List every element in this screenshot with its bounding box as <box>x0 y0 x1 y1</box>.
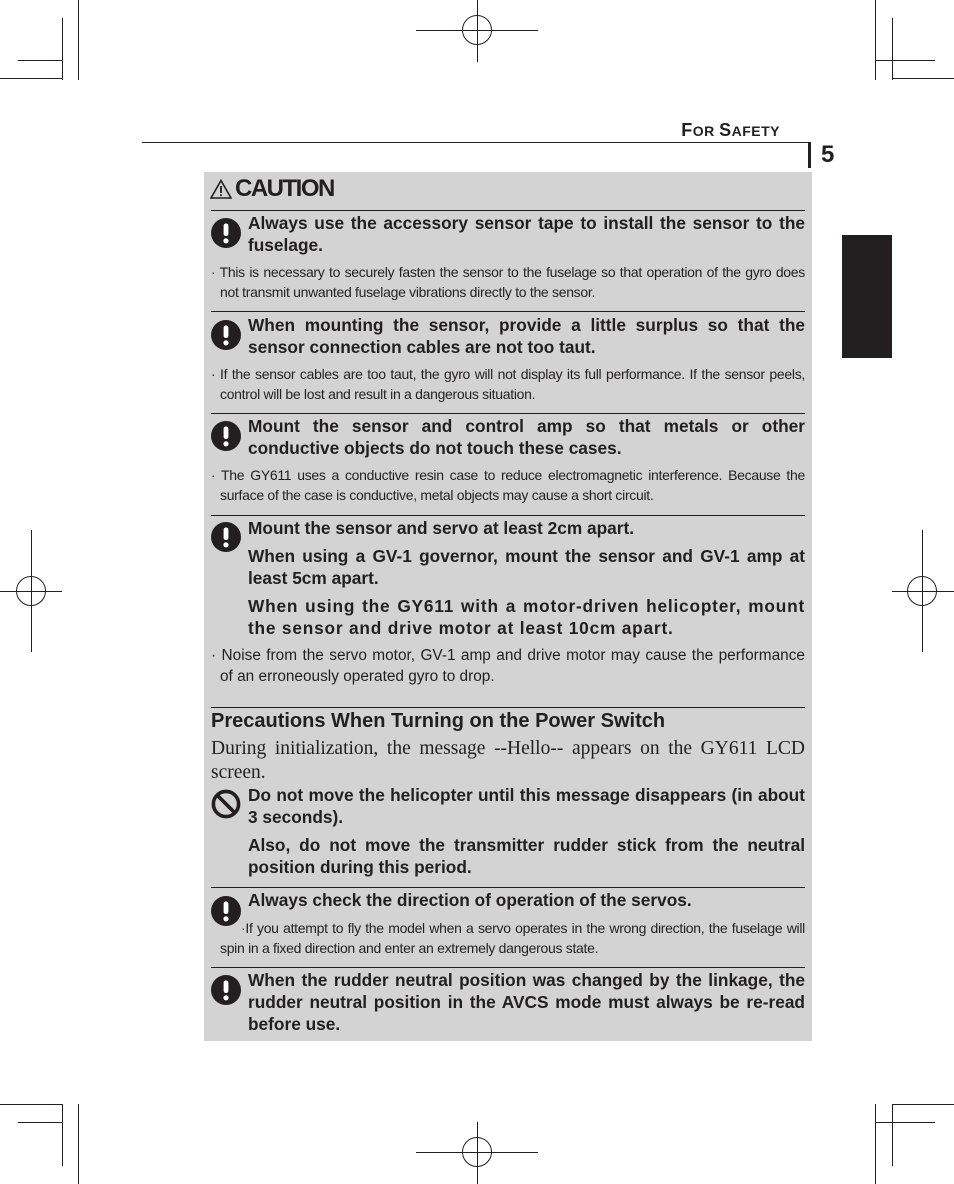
exclamation-circle-icon <box>211 320 241 350</box>
caution-heading: Always check the direction of operation of the servos. <box>248 890 692 910</box>
exclamation-circle-icon <box>211 421 241 451</box>
divider <box>211 413 805 414</box>
caution-heading: When using a GV-1 governor, mount the sensor and GV-1 amp at least 5cm apart. <box>248 546 805 588</box>
warning-triangle-icon <box>210 179 232 199</box>
caution-heading: When mounting the sensor, provide a little surplus so that the sensor connection cables are not too taut. <box>248 315 805 357</box>
intro-paragraph: During initialization, the message --Hello-- appears on the GY611 LCD screen. <box>211 738 805 783</box>
caution-note: ·If you attempt to fly the model when a servo operates in the wrong direction, the fuselage will spin in a fixed direction and enter an extremely dangerous state. <box>220 920 805 956</box>
exclamation-circle-icon <box>211 522 241 552</box>
caution-note: · This is necessary to securely fasten the sensor to the fuselage so that operation of the gyro does not transmit unwanted fuselage vibrations directly to the sensor. <box>211 264 805 300</box>
section-heading: Precautions When Turning on the Power Switch <box>211 710 666 732</box>
exclamation-circle-icon <box>211 975 241 1005</box>
caution-heading: Always use the accessory sensor tape to install the sensor to the fuselage. <box>248 213 805 255</box>
caution-note: · The GY611 uses a conductive resin case to reduce electromagnetic interference. Because the surface of the case is conductive, metal objects may cause a short circuit. <box>211 467 805 503</box>
caution-heading: When using the GY611 with a motor-driven helicopter, mount the sensor and drive motor at least 10cm apart. <box>248 596 805 638</box>
caution-heading: Mount the sensor and servo at least 2cm apart. <box>248 518 635 538</box>
prohibition-text: Also, do not move the transmitter rudder stick from the neutral position during this period. <box>248 835 805 877</box>
page-number: 5 <box>821 141 835 168</box>
divider <box>211 210 805 211</box>
exclamation-circle-icon <box>211 218 241 248</box>
divider <box>211 707 805 708</box>
header-rule <box>142 142 808 143</box>
divider <box>211 515 805 516</box>
caution-title: CAUTION <box>210 175 334 203</box>
prohibited-circle-icon <box>211 789 241 819</box>
caution-note: · If the sensor cables are too taut, the gyro will not display its full performance. If the sensor peels, control will be lost and result in a dangerous situation. <box>211 366 805 402</box>
page-number-bar <box>808 142 811 168</box>
divider <box>211 311 805 312</box>
section-title: FOR SAFETY <box>681 120 780 140</box>
divider <box>211 887 805 888</box>
divider <box>211 967 805 968</box>
thumb-index-tab <box>842 235 892 358</box>
prohibition-text: Do not move the helicopter until this message disappears (in about 3 seconds). <box>248 785 805 827</box>
caution-heading: Mount the sensor and control amp so that metals or other conductive objects do not touch these cases. <box>248 416 805 458</box>
caution-note: · Noise from the servo motor, GV-1 amp and drive motor may cause the performance of an erroneously operated gyro to drop. <box>211 647 805 685</box>
caution-heading: When the rudder neutral position was changed by the linkage, the rudder neutral position in the AVCS mode must always be re-read before use. <box>248 970 805 1034</box>
